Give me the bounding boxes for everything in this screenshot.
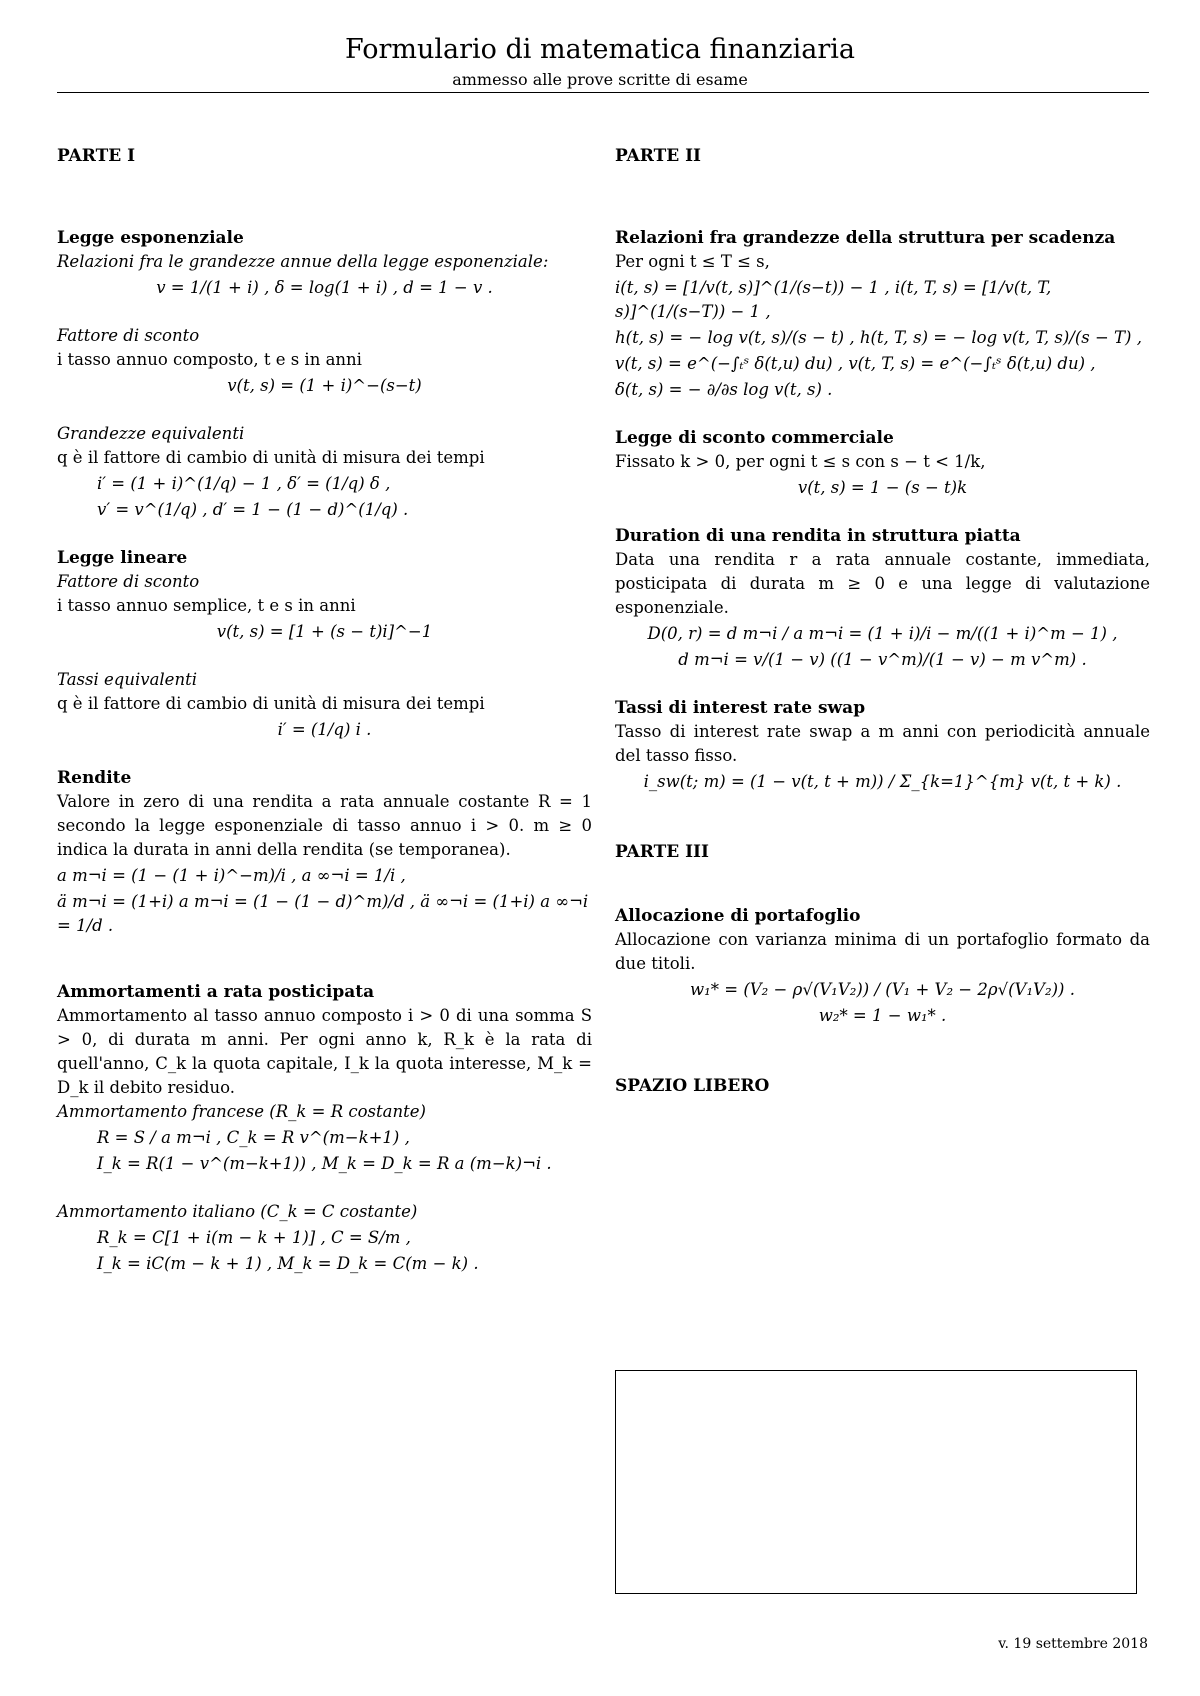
formula: R = S / a m¬i , C_k = R v^(m−k+1) ,	[97, 1128, 410, 1147]
formula: a m¬i = (1 − (1 + i)^−m)/i , a ∞¬i = 1/i ,	[57, 866, 406, 885]
section-heading: Ammortamenti a rata posticipata	[57, 982, 375, 1002]
section-intro: Per ogni t ≤ T ≤ s,	[615, 252, 770, 271]
page-title: Formulario di matematica finanziaria	[344, 34, 856, 65]
section-heading: Legge lineare	[57, 548, 188, 568]
subsection-label: Ammortamento italiano (C_k = C costante)	[57, 1202, 418, 1221]
free-space-heading: SPAZIO LIBERO	[615, 1076, 770, 1096]
version-date: v. 19 settembre 2018	[998, 1636, 1148, 1652]
page-subtitle: ammesso alle prove scritte di esame	[452, 70, 748, 89]
formula: i(t, s) = [1/v(t, s)]^(1/(s−t)) − 1 , i(t, T, s) = [1/v(t, T, s)]^(1/(s−T)) − 1 ,	[615, 278, 1052, 321]
subsection-label: Fattore di sconto	[57, 572, 200, 591]
paragraph: Ammortamento al tasso annuo composto i > 0 di una somma S > 0, di durata m anni. Per ogni anno k, R_k è la rata di quell'anno, C_k la quota capitale, I_k la quota interesse, M_k = D_k il debito residuo.	[57, 1006, 592, 1097]
section-heading: Duration di una rendita in struttura piatta	[615, 526, 1021, 546]
formula: v = 1/(1 + i) , δ = log(1 + i) , d = 1 − v .	[156, 278, 493, 297]
subsection-label: Tassi equivalenti	[57, 670, 197, 689]
formula: I_k = iC(m − k + 1) , M_k = D_k = C(m − k) .	[97, 1254, 479, 1273]
formula: v′ = v^(1/q) , d′ = 1 − (1 − d)^(1/q) .	[97, 500, 409, 519]
subsection-label: Grandezze equivalenti	[57, 424, 245, 443]
formula: v(t, s) = e^(−∫ₜˢ δ(t,u) du) , v(t, T, s) = e^(−∫ₜˢ δ(t,u) du) ,	[615, 354, 1096, 373]
section-intro: Relazioni fra le grandezze annue della legge esponenziale:	[57, 252, 549, 271]
formula: i_sw(t; m) = (1 − v(t, t + m)) / Σ_{k=1}^{m} v(t, t + k) .	[643, 772, 1122, 791]
paragraph: Data una rendita r a rata annuale costante, immediata, posticipata di durata m ≥ 0 e una legge di valutazione esponenziale.	[615, 550, 1150, 617]
part-heading: PARTE I	[57, 146, 136, 166]
formula: I_k = R(1 − v^(m−k+1)) , M_k = D_k = R a (m−k)¬i .	[97, 1154, 552, 1173]
formula: v(t, s) = (1 + i)^−(s−t)	[227, 376, 422, 395]
text-line: q è il fattore di cambio di unità di misura dei tempi	[57, 448, 485, 467]
left-column	[57, 140, 592, 1278]
formula: v(t, s) = 1 − (s − t)k	[797, 478, 968, 497]
section-intro: Fissato k > 0, per ogni t ≤ s con s − t < 1/k,	[615, 452, 986, 471]
section-heading: Legge esponenziale	[57, 228, 244, 248]
paragraph: Tasso di interest rate swap a m anni con periodicità annuale del tasso fisso.	[615, 722, 1150, 765]
part-heading: PARTE III	[615, 842, 709, 862]
paragraph: Allocazione con varianza minima di un portafoglio formato da due titoli.	[615, 930, 1150, 973]
formula: ä m¬i = (1+i) a m¬i = (1 − (1 − d)^m)/d , ä ∞¬i = (1+i) a ∞¬i = 1/d .	[57, 892, 589, 935]
right-column	[615, 140, 1150, 1098]
formula: D(0, r) = d m¬i / a m¬i = (1 + i)/i − m/((1 + i)^m − 1) ,	[647, 624, 1118, 643]
formula: w₂* = 1 − w₁* .	[818, 1006, 947, 1025]
subsection-label: Ammortamento francese (R_k = R costante)	[57, 1102, 426, 1121]
formula: i′ = (1 + i)^(1/q) − 1 , δ′ = (1/q) δ ,	[97, 474, 391, 493]
formula: δ(t, s) = − ∂/∂s log v(t, s) .	[615, 380, 833, 399]
formula: v(t, s) = [1 + (s − t)i]^−1	[216, 622, 433, 641]
header-rule	[57, 92, 1149, 93]
text-line: q è il fattore di cambio di unità di misura dei tempi	[57, 694, 485, 713]
formula: R_k = C[1 + i(m − k + 1)] , C = S/m ,	[97, 1228, 411, 1247]
text-line: i tasso annuo semplice, t e s in anni	[57, 596, 356, 615]
section-heading: Rendite	[57, 768, 132, 788]
paragraph: Valore in zero di una rendita a rata annuale costante R = 1 secondo la legge esponenziale di tasso annuo i > 0. m ≥ 0 indica la durata in anni della rendita (se temporanea).	[57, 792, 592, 859]
free-space-box	[615, 1370, 1137, 1594]
formula: w₁* = (V₂ − ρ√(V₁V₂)) / (V₁ + V₂ − 2ρ√(V₁V₂)) .	[690, 980, 1075, 999]
text-line: i tasso annuo composto, t e s in anni	[57, 350, 362, 369]
subsection-label: Fattore di sconto	[57, 326, 200, 345]
section-heading: Relazioni fra grandezze della struttura per scadenza	[615, 228, 1116, 248]
section-heading: Legge di sconto commerciale	[615, 428, 894, 448]
part-heading: PARTE II	[615, 146, 701, 166]
formula: d m¬i = v/(1 − v) ((1 − v^m)/(1 − v) − m v^m) .	[678, 650, 1087, 669]
formula: i′ = (1/q) i .	[277, 720, 372, 739]
section-heading: Allocazione di portafoglio	[615, 906, 861, 926]
formula: h(t, s) = − log v(t, s)/(s − t) , h(t, T, s) = − log v(t, T, s)/(s − T) ,	[615, 328, 1142, 347]
section-heading: Tassi di interest rate swap	[615, 698, 866, 718]
